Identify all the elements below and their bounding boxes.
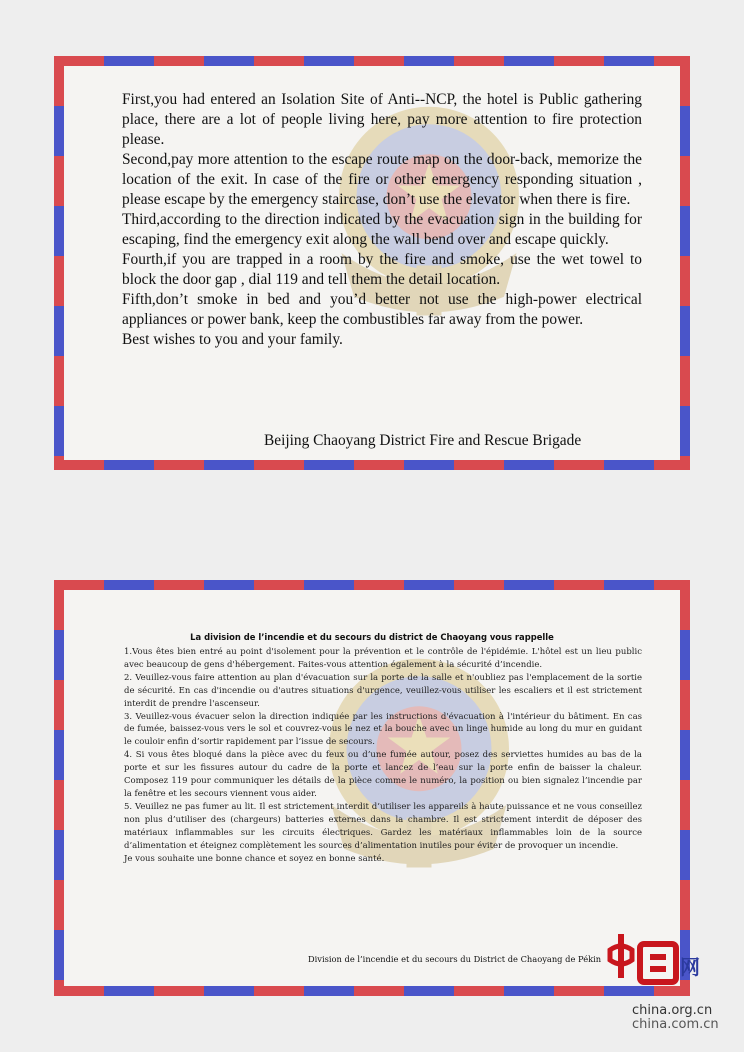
- paragraph: First,you had entered an Isolation Site of Anti--NCP, the hotel is Public gathering place, there are a lot of people living here, pay more attention to fire protection please.: [122, 91, 642, 148]
- china-org-watermark: [606, 930, 726, 1030]
- paragraph: 2. Veuillez-vous faire attention au plan d'évacuation sur la porte de la salle et n'oubliez pas l'emplacement de la sortie de sécurité. En cas d'incendie ou d'autres situations d'urgence, veuillez-vous utiliser les escaliers et il est strictement interdit de prendre l'ascenseur.: [124, 672, 642, 709]
- english-notice-text: [122, 90, 642, 350]
- paragraph: Second,pay more attention to the escape route map on the door-back, memorize the location of the exit. In case of the fire or other emergency responding situation , please escape by the emergency staircase, don’t use the elevator when there is fire.: [122, 151, 642, 208]
- english-notice-card: [54, 56, 690, 470]
- paragraph: Third,according to the direction indicated by the evacuation sign in the building for escaping, find the emergency exit along the wall bend over and escape quickly.: [122, 211, 642, 248]
- french-notice-text: [124, 646, 642, 865]
- watermark-url-2: china.com.cn: [632, 1017, 719, 1032]
- french-signature: Division de l’incendie et du secours du District de Chaoyang de Pékin: [308, 954, 602, 964]
- china-net-logo-icon: [606, 930, 726, 1000]
- paragraph: Je vous souhaite une bonne chance et soyez en bonne santé.: [124, 853, 385, 864]
- watermark-url-1: china.org.cn: [632, 1003, 713, 1018]
- logo-text: 网: [680, 955, 700, 979]
- paragraph: Fourth,if you are trapped in a room by the fire and smoke, use the wet towel to block the door gap , dial 119 and tell them the detail location.: [122, 251, 642, 288]
- paragraph: 1.Vous êtes bien entré au point d'isolement pour la prévention et le contrôle de l'épidémie. L'hôtel est un lieu public avec beaucoup de gens d'hébergement. Faites-vous attention également à la sécurité d’incendie.: [124, 647, 642, 670]
- notice-body: [64, 66, 680, 460]
- airmail-border-top: [54, 580, 690, 590]
- paragraph: Fifth,don’t smoke in bed and you’d better not use the high-power electrical appliances or power bank, keep the combustibles far away from the power.: [122, 291, 642, 328]
- airmail-border-left: [54, 580, 64, 996]
- notice-body: [64, 590, 680, 986]
- paragraph: 3. Veuillez-vous évacuer selon la direction indiquée par les instructions d'évacuation à l'intérieur du bâtiment. En cas de fumée, baissez-vous vers le sol et couvrez-vous le nez et la bouche avec un linge humide au long du mur en guidant le couloir enfin d’sortir rapidement par l’issue de secours.: [124, 711, 642, 748]
- airmail-border-bottom: [54, 460, 690, 470]
- french-notice-title: La division de l’incendie et du secours du district de Chaoyang vous rappelle: [190, 632, 554, 642]
- airmail-border-right: [680, 56, 690, 470]
- paragraph: Best wishes to you and your family.: [122, 331, 343, 348]
- paragraph: 4. Si vous êtes bloqué dans la pièce avec du feux ou d’une fumée autour, posez des serviettes humides au bas de la porte et sur les fissures autour du cadre de la porte et lancez de l’eau sur la porte enfin de baisser la chaleur. Composez 119 pour communiquer les détails de la pièce comme le numéro, la position ou bien signalez l’incendie par la fenêtre et les secours viennent vous aider.: [124, 750, 642, 799]
- airmail-border-bottom: [54, 986, 690, 996]
- airmail-border-top: [54, 56, 690, 66]
- airmail-border-left: [54, 56, 64, 470]
- french-notice-card: [54, 580, 690, 996]
- paragraph: 5. Veuillez ne pas fumer au lit. Il est strictement interdit d’utiliser les appareils à haute puissance et ne vous conseillez non plus d’utiliser des (chargeurs) batteries externes dans la chambre. Il est strictement interdit de déposer des matériaux inflammables sur les circuits électriques. Gardez les matériaux inflammables loin de la source d’alimentation et éteignez complètement les sources d’alimentation inutiles pour éviter de provoquer un incendie.: [124, 801, 642, 851]
- english-signature: Beijing Chaoyang District Fire and Rescue Brigade: [264, 432, 582, 449]
